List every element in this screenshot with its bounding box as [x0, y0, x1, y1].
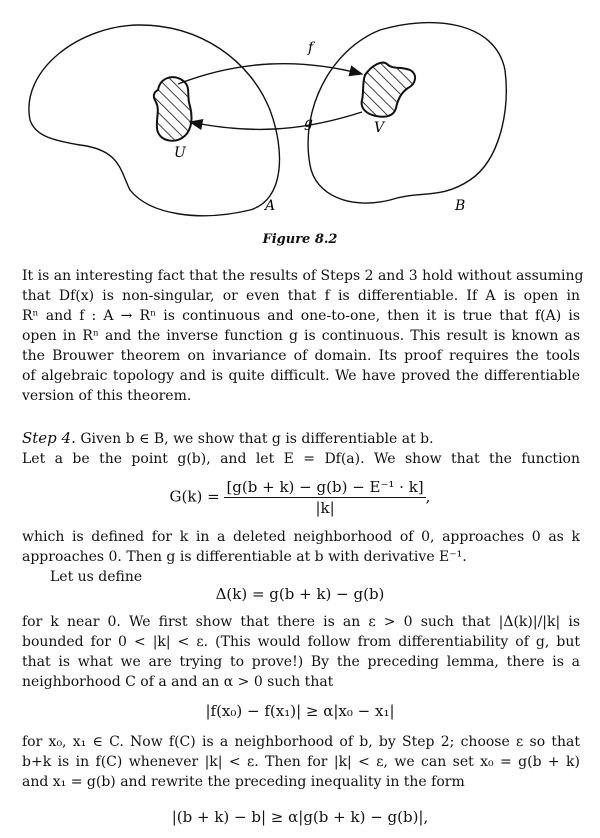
- set-u-blob: [154, 77, 192, 141]
- text-line: It is an interesting fact that the results of Steps 2 and 3 hold without assuming: [22, 268, 584, 284]
- step-statement: Given b ∈ B, we show that g is differentiable at b.: [80, 431, 434, 447]
- paragraph-after-G: [22, 527, 580, 587]
- equation-G-lhs: G(k) =: [169, 487, 220, 506]
- equation-final: |(b + k) − b| ≥ α|g(b + k) − g(b)|,: [171, 808, 429, 826]
- label-a: A: [265, 198, 276, 214]
- equation-G-denominator: |k|: [315, 499, 335, 517]
- text-line: the Brouwer theorem on invariance of domain. Its proof requires the tools: [22, 348, 580, 364]
- text-line: neighborhood C of a and an α > 0 such that: [22, 674, 334, 690]
- equation-G-fraction: [224, 478, 425, 517]
- text-line: Rⁿ and f : A → Rⁿ is continuous and one-to-one, then it is true that f(A) is: [22, 308, 580, 324]
- text-line: for k near 0. We first show that there is an ε > 0 such that |Δ(k)|/|k| is: [22, 614, 580, 630]
- text-line: open in Rⁿ and the inverse function g is continuous. This result is known as: [22, 328, 580, 344]
- label-v: V: [374, 120, 385, 136]
- text-line: for x₀, x₁ ∈ C. Now f(C) is a neighborhood of b, by Step 2; choose ε so that: [22, 734, 580, 750]
- equation-delta: Δ(k) = g(b + k) − g(b): [215, 585, 385, 603]
- arrow-f: [178, 64, 362, 84]
- paragraph-after-lemma: [22, 732, 580, 792]
- text-line: which is defined for k in a deleted neighborhood of 0, approaches 0 as k: [22, 529, 580, 545]
- text-line: of algebraic topology and is quite difficult. We have proved the differentiable: [22, 368, 580, 384]
- text-line: and x₁ = g(b) and rewrite the preceding inequality in the form: [22, 774, 465, 790]
- text-line: that is what we are trying to prove!) By the preceding lemma, there is a: [22, 654, 580, 670]
- paragraph-after-delta: [22, 612, 580, 692]
- label-u: U: [174, 145, 186, 161]
- paragraph-invariance-of-domain: [22, 266, 584, 406]
- figure-caption: Figure 8.2: [262, 232, 338, 247]
- text-line: b+k is in f(C) whenever |k| < ε. Then for |k| < ε, we can set x₀ = g(b + k): [22, 754, 580, 770]
- equation-lemma: |f(x₀) − f(x₁)| ≥ α|x₀ − x₁|: [205, 702, 395, 720]
- text-line: approaches 0. Then g is differentiable at b with derivative E⁻¹.: [22, 549, 467, 565]
- region-a-outline: [29, 25, 280, 216]
- figure-8-2-diagram: [0, 0, 600, 225]
- text-line: version of this theorem.: [22, 388, 192, 404]
- region-b-outline: [308, 23, 506, 204]
- label-f: f: [308, 40, 314, 56]
- text-line: that Df(x) is non-singular, or even that f is differentiable. If A is open in: [22, 288, 580, 304]
- text-line: Let us define: [50, 569, 143, 585]
- equation-G-numerator: [g(b + k) − g(b) − E⁻¹ · k]: [226, 478, 424, 496]
- set-v-blob: [362, 63, 415, 117]
- equation-G: [0, 478, 600, 517]
- step-label: Step 4.: [22, 429, 76, 447]
- text-line: bounded for 0 < |k| < ε. (This would follow from differentiability of g, but: [22, 634, 580, 650]
- text-line: Let a be the point g(b), and let E = Df(a). We show that the function: [22, 451, 580, 467]
- label-b: B: [455, 198, 466, 214]
- step-4-heading: [22, 428, 580, 469]
- equation-G-comma: ,: [425, 487, 431, 506]
- label-g: g: [304, 115, 313, 131]
